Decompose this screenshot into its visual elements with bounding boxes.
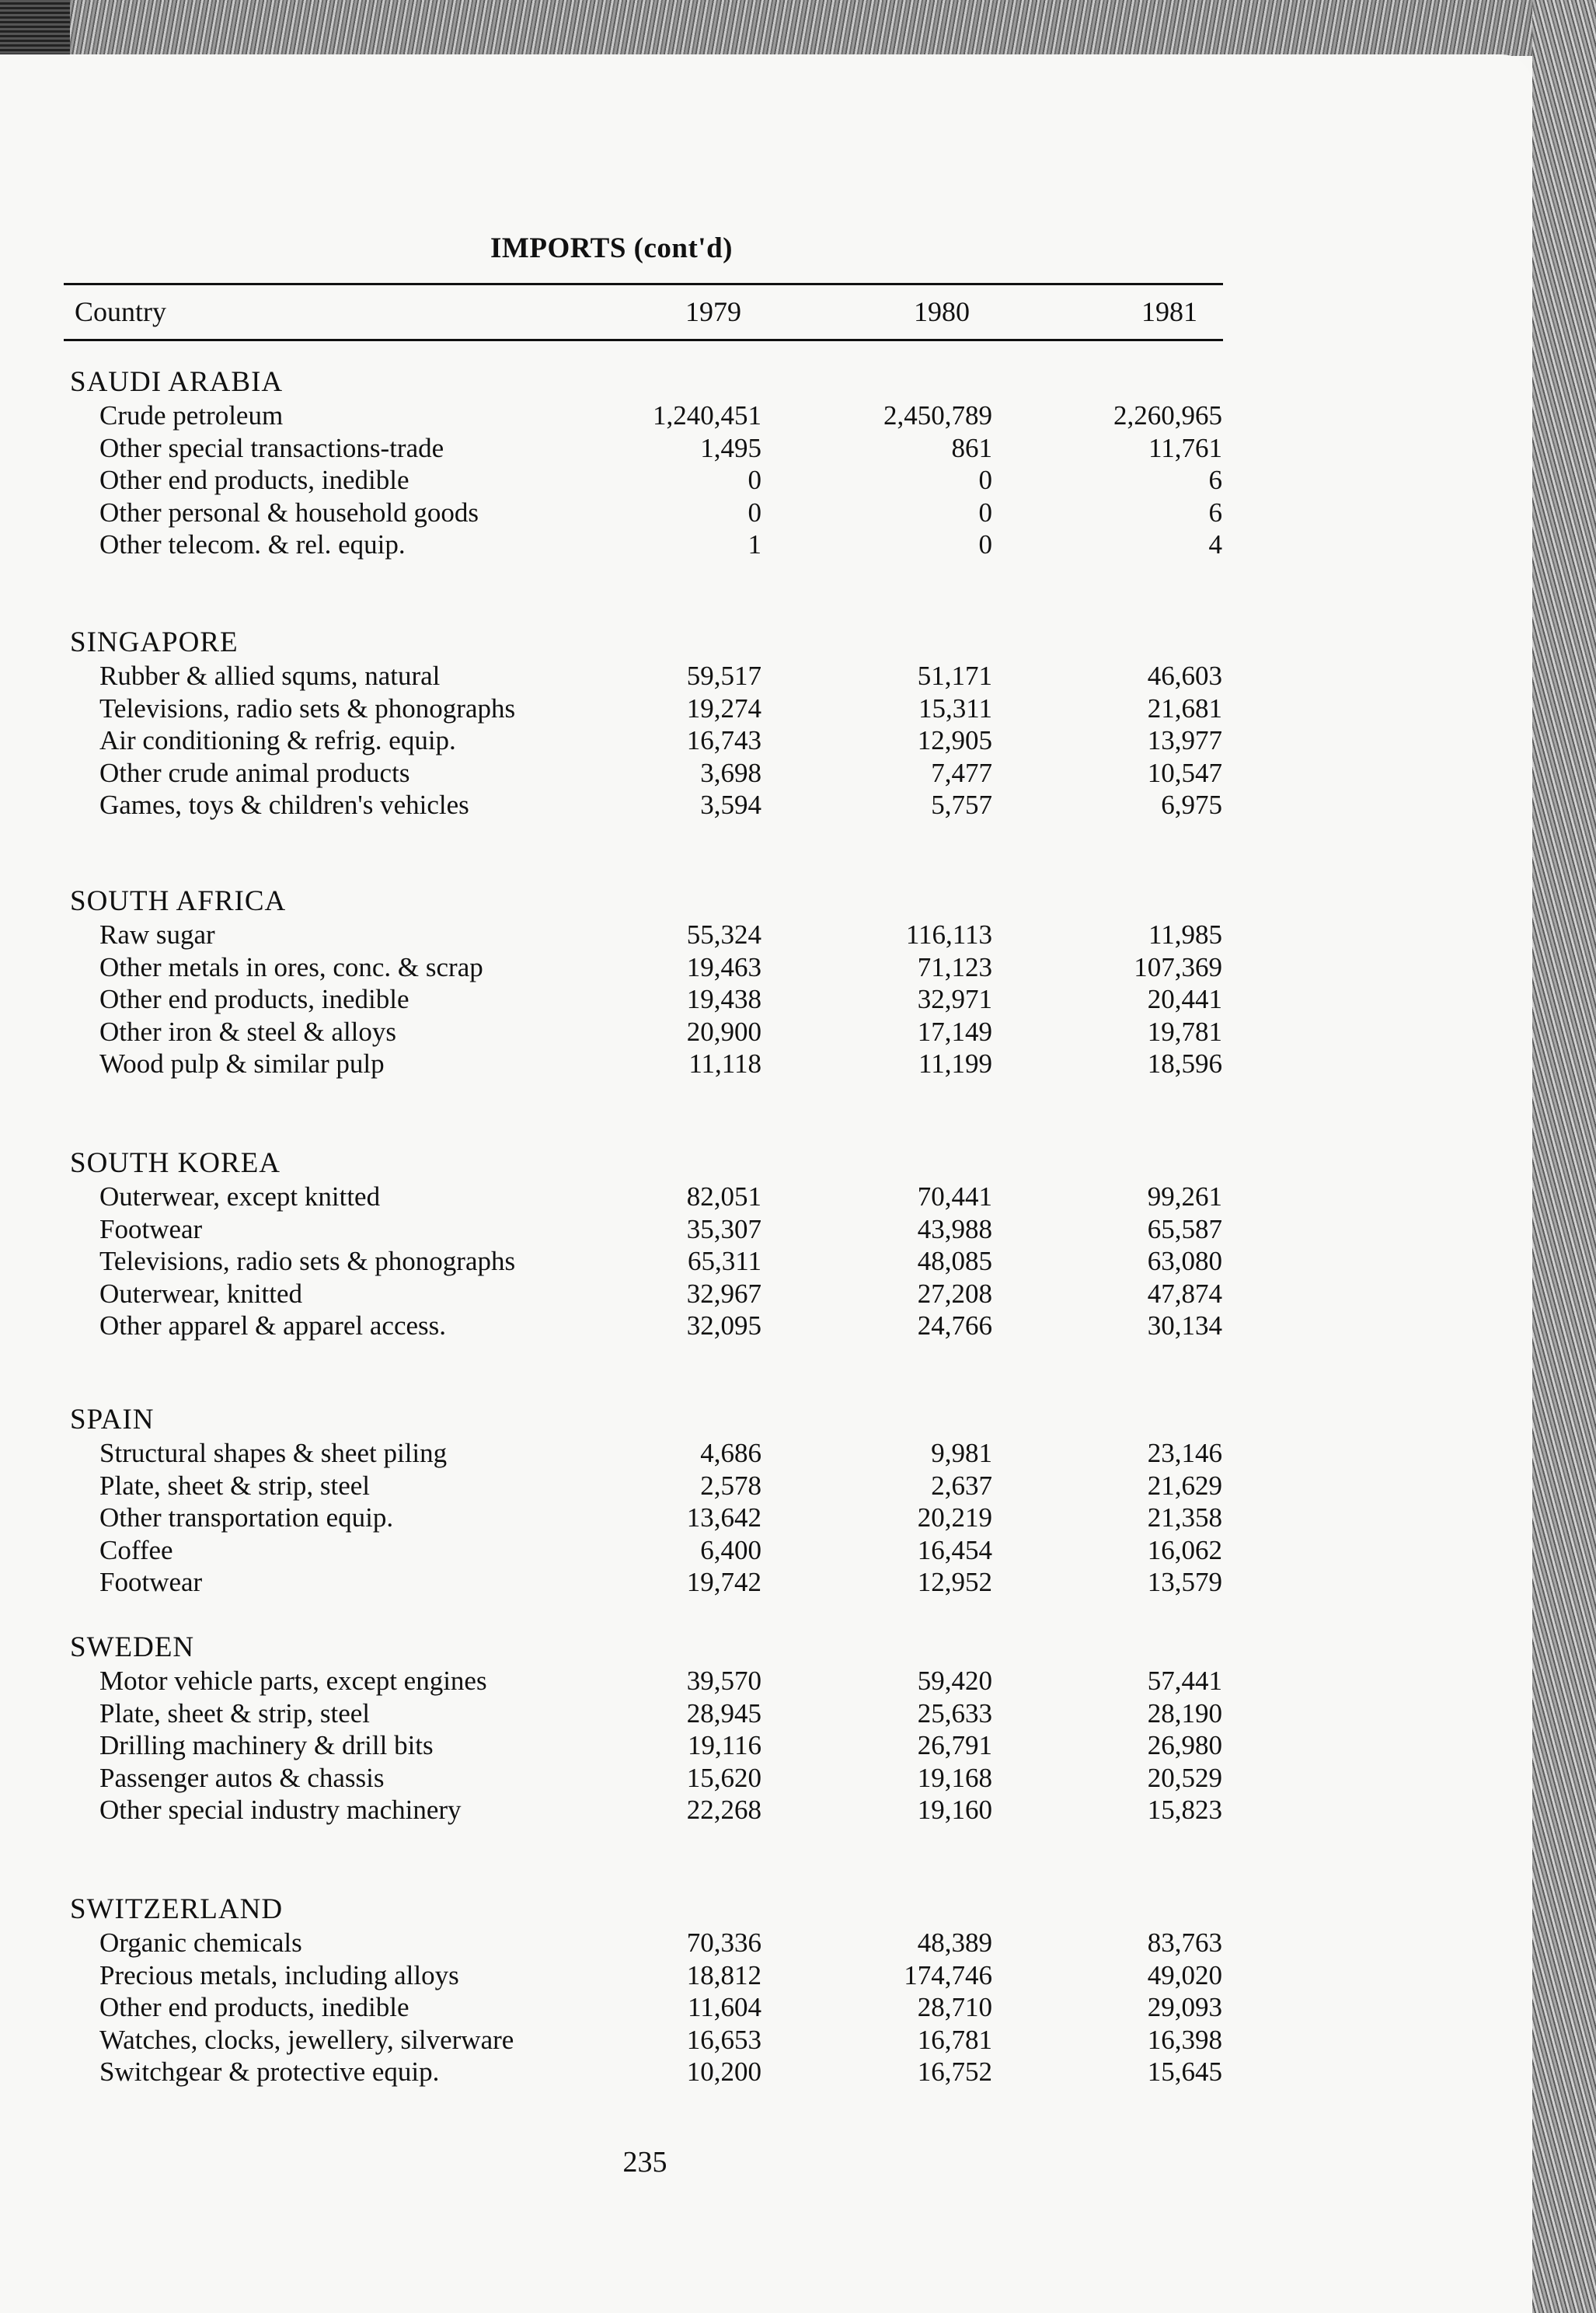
table-row bbox=[0, 1730, 1243, 1762]
value-1981: 6 bbox=[1208, 497, 1222, 528]
value-1979: 32,095 bbox=[686, 1310, 761, 1341]
value-1980: 7,477 bbox=[931, 757, 992, 788]
table-row bbox=[0, 1279, 1243, 1310]
value-1980: 51,171 bbox=[917, 661, 992, 691]
value-1981: 29,093 bbox=[1147, 1992, 1222, 2022]
value-1980: 16,454 bbox=[917, 1534, 992, 1565]
value-1979: 6,400 bbox=[700, 1534, 761, 1565]
value-1980: 116,113 bbox=[905, 919, 992, 950]
commodity-label: Watches, clocks, jewellery, silverware bbox=[99, 2024, 514, 2055]
value-1979: 10,200 bbox=[686, 2057, 761, 2087]
table-row bbox=[0, 1992, 1243, 2024]
value-1980: 20,219 bbox=[917, 1502, 992, 1533]
scan-border-corner bbox=[0, 0, 70, 56]
value-1981: 15,823 bbox=[1147, 1795, 1222, 1825]
table-row bbox=[0, 400, 1243, 432]
value-1979: 1 bbox=[747, 529, 761, 560]
table-row bbox=[0, 1214, 1243, 1246]
value-1981: 4 bbox=[1208, 529, 1222, 560]
value-1979: 0 bbox=[747, 497, 761, 528]
value-1980: 27,208 bbox=[917, 1278, 992, 1309]
value-1979: 19,438 bbox=[686, 984, 761, 1014]
value-1980: 15,311 bbox=[918, 693, 992, 724]
commodity-label: Games, toys & children's vehicles bbox=[99, 790, 469, 820]
commodity-label: Footwear bbox=[99, 1213, 203, 1244]
value-1981: 6 bbox=[1208, 465, 1222, 495]
value-1981: 13,977 bbox=[1147, 725, 1222, 755]
value-1979: 28,945 bbox=[686, 1697, 761, 1729]
commodity-label: Organic chemicals bbox=[99, 1928, 302, 1958]
table-row bbox=[0, 1535, 1243, 1567]
commodity-label: Plate, sheet & strip, steel bbox=[99, 1470, 370, 1501]
page-number: 235 bbox=[622, 2146, 667, 2179]
commodity-label: Televisions, radio sets & phonographs bbox=[99, 1246, 516, 1276]
commodity-label: Other end products, inedible bbox=[99, 984, 409, 1014]
value-1979: 19,463 bbox=[686, 951, 761, 982]
value-1980: 25,633 bbox=[917, 1697, 992, 1729]
table-row bbox=[0, 1017, 1243, 1048]
value-1981: 107,369 bbox=[1134, 951, 1222, 982]
value-1981: 11,761 bbox=[1148, 432, 1222, 463]
table-row bbox=[0, 1438, 1243, 1470]
commodity-label: Wood pulp & similar pulp bbox=[99, 1048, 385, 1079]
value-1979: 19,742 bbox=[686, 1567, 761, 1597]
commodity-label: Raw sugar bbox=[99, 919, 215, 950]
commodity-label: Air conditioning & refrig. equip. bbox=[99, 725, 456, 755]
country-name: SWITZERLAND bbox=[70, 1893, 284, 1925]
table-row bbox=[0, 433, 1243, 465]
commodity-label: Other apparel & apparel access. bbox=[99, 1310, 447, 1341]
value-1980: 12,952 bbox=[917, 1567, 992, 1597]
value-1980: 43,988 bbox=[917, 1213, 992, 1244]
value-1980: 0 bbox=[978, 529, 992, 560]
table-row bbox=[0, 1763, 1243, 1795]
value-1981: 16,398 bbox=[1147, 2024, 1222, 2055]
table-row bbox=[0, 1698, 1243, 1730]
commodity-label: Outerwear, except knitted bbox=[99, 1181, 381, 1212]
header-country: Country bbox=[75, 296, 167, 327]
country-name: SWEDEN bbox=[70, 1631, 195, 1663]
value-1979: 35,307 bbox=[686, 1213, 761, 1244]
value-1981: 46,603 bbox=[1147, 661, 1222, 691]
commodity-label: Passenger autos & chassis bbox=[99, 1762, 385, 1793]
value-1979: 13,642 bbox=[686, 1502, 761, 1533]
value-1979: 16,653 bbox=[686, 2024, 761, 2055]
value-1979: 1,495 bbox=[700, 432, 761, 463]
value-1979: 16,743 bbox=[686, 725, 761, 755]
country-name: SPAIN bbox=[70, 1404, 155, 1436]
value-1980: 0 bbox=[978, 497, 992, 528]
value-1979: 11,118 bbox=[688, 1048, 761, 1079]
value-1980: 5,757 bbox=[931, 790, 992, 820]
value-1981: 47,874 bbox=[1147, 1278, 1222, 1309]
table-row bbox=[0, 1795, 1243, 1826]
value-1979: 20,900 bbox=[686, 1016, 761, 1047]
value-1979: 59,517 bbox=[686, 661, 761, 691]
value-1980: 0 bbox=[978, 465, 992, 495]
table-row bbox=[0, 790, 1243, 822]
value-1981: 83,763 bbox=[1147, 1928, 1222, 1958]
table-row bbox=[0, 984, 1243, 1016]
value-1979: 15,620 bbox=[686, 1762, 761, 1793]
value-1981: 20,529 bbox=[1147, 1762, 1222, 1793]
table-row bbox=[0, 1181, 1243, 1213]
table-title: IMPORTS (cont'd) bbox=[490, 232, 733, 264]
value-1980: 861 bbox=[951, 432, 992, 463]
table-header-rule bbox=[64, 339, 1223, 341]
commodity-label: Other crude animal products bbox=[99, 757, 410, 788]
value-1981: 21,629 bbox=[1147, 1470, 1222, 1501]
value-1979: 3,698 bbox=[700, 757, 761, 788]
value-1981: 18,596 bbox=[1147, 1048, 1222, 1079]
country-name: SOUTH AFRICA bbox=[70, 885, 287, 917]
commodity-label: Other personal & household goods bbox=[99, 497, 479, 528]
value-1979: 32,967 bbox=[686, 1278, 761, 1309]
value-1981: 11,985 bbox=[1148, 919, 1222, 950]
table-row bbox=[0, 952, 1243, 984]
country-name: SINGAPORE bbox=[70, 626, 239, 658]
value-1981: 26,980 bbox=[1147, 1730, 1222, 1760]
value-1979: 82,051 bbox=[686, 1181, 761, 1212]
value-1979: 1,240,451 bbox=[653, 400, 761, 431]
value-1980: 2,637 bbox=[931, 1470, 992, 1501]
commodity-label: Drilling machinery & drill bits bbox=[99, 1730, 434, 1760]
value-1981: 16,062 bbox=[1147, 1534, 1222, 1565]
value-1980: 2,450,789 bbox=[883, 400, 992, 431]
value-1980: 48,085 bbox=[917, 1246, 992, 1276]
value-1980: 16,752 bbox=[917, 2057, 992, 2087]
commodity-label: Motor vehicle parts, except engines bbox=[99, 1666, 487, 1696]
value-1980: 32,971 bbox=[917, 984, 992, 1014]
commodity-label: Switchgear & protective equip. bbox=[99, 2057, 440, 2087]
value-1980: 11,199 bbox=[918, 1048, 992, 1079]
table-row bbox=[0, 1502, 1243, 1534]
commodity-label: Rubber & allied squms, natural bbox=[99, 661, 441, 691]
table-top-rule bbox=[64, 283, 1223, 285]
value-1981: 10,547 bbox=[1147, 757, 1222, 788]
country-name: SOUTH KOREA bbox=[70, 1147, 281, 1179]
value-1979: 65,311 bbox=[688, 1246, 761, 1276]
value-1981: 30,134 bbox=[1147, 1310, 1222, 1341]
value-1979: 4,686 bbox=[700, 1438, 761, 1468]
value-1980: 17,149 bbox=[917, 1016, 992, 1047]
value-1979: 0 bbox=[747, 465, 761, 495]
value-1981: 15,645 bbox=[1147, 2057, 1222, 2087]
value-1980: 71,123 bbox=[917, 951, 992, 982]
header-year-1980: 1980 bbox=[914, 296, 970, 327]
table-row bbox=[0, 1048, 1243, 1080]
value-1979: 70,336 bbox=[686, 1928, 761, 1958]
value-1980: 28,710 bbox=[917, 1992, 992, 2022]
commodity-label: Other iron & steel & alloys bbox=[99, 1016, 397, 1047]
table-row bbox=[0, 661, 1243, 693]
table-row bbox=[0, 1310, 1243, 1342]
table-row bbox=[0, 497, 1243, 529]
value-1980: 70,441 bbox=[917, 1181, 992, 1212]
commodity-label: Structural shapes & sheet piling bbox=[99, 1438, 448, 1468]
value-1981: 21,358 bbox=[1147, 1502, 1222, 1533]
commodity-label: Precious metals, including alloys bbox=[99, 1959, 459, 1990]
value-1979: 19,274 bbox=[686, 693, 761, 724]
value-1981: 23,146 bbox=[1147, 1438, 1222, 1468]
value-1980: 24,766 bbox=[917, 1310, 992, 1341]
commodity-label: Other special transactions-trade bbox=[99, 432, 444, 463]
commodity-label: Plate, sheet & strip, steel bbox=[99, 1697, 370, 1729]
table-row bbox=[0, 1246, 1243, 1278]
header-year-1981: 1981 bbox=[1141, 296, 1197, 327]
value-1979: 22,268 bbox=[686, 1795, 761, 1825]
value-1980: 26,791 bbox=[917, 1730, 992, 1760]
table-row bbox=[0, 725, 1243, 757]
value-1980: 9,981 bbox=[931, 1438, 992, 1468]
table-row bbox=[0, 758, 1243, 790]
value-1981: 6,975 bbox=[1161, 790, 1222, 820]
value-1979: 39,570 bbox=[686, 1666, 761, 1696]
table-row bbox=[0, 693, 1243, 725]
table-row bbox=[0, 2025, 1243, 2057]
scan-border-top bbox=[0, 0, 1596, 56]
value-1981: 19,781 bbox=[1147, 1016, 1222, 1047]
commodity-label: Other transportation equip. bbox=[99, 1502, 394, 1533]
header-year-1979: 1979 bbox=[685, 296, 741, 327]
value-1979: 3,594 bbox=[700, 790, 761, 820]
table-row bbox=[0, 1960, 1243, 1992]
table-row bbox=[0, 529, 1243, 561]
value-1981: 65,587 bbox=[1147, 1213, 1222, 1244]
value-1979: 19,116 bbox=[688, 1730, 761, 1760]
value-1981: 57,441 bbox=[1147, 1666, 1222, 1696]
table-row bbox=[0, 2057, 1243, 2088]
table-row bbox=[0, 1567, 1243, 1599]
value-1980: 48,389 bbox=[917, 1928, 992, 1958]
value-1981: 63,080 bbox=[1147, 1246, 1222, 1276]
table-row bbox=[0, 1928, 1243, 1959]
commodity-label: Other telecom. & rel. equip. bbox=[99, 529, 406, 560]
commodity-label: Coffee bbox=[99, 1534, 173, 1565]
table-row bbox=[0, 919, 1243, 951]
value-1981: 49,020 bbox=[1147, 1959, 1222, 1990]
table-row bbox=[0, 1470, 1243, 1502]
value-1980: 19,168 bbox=[917, 1762, 992, 1793]
value-1981: 20,441 bbox=[1147, 984, 1222, 1014]
value-1981: 28,190 bbox=[1147, 1697, 1222, 1729]
value-1979: 55,324 bbox=[686, 919, 761, 950]
commodity-label: Other end products, inedible bbox=[99, 465, 409, 495]
scan-border-right bbox=[1532, 0, 1596, 2313]
value-1981: 13,579 bbox=[1147, 1567, 1222, 1597]
table-row bbox=[0, 1666, 1243, 1697]
commodity-label: Other special industry machinery bbox=[99, 1795, 462, 1825]
value-1981: 21,681 bbox=[1147, 693, 1222, 724]
value-1980: 12,905 bbox=[917, 725, 992, 755]
value-1979: 18,812 bbox=[686, 1959, 761, 1990]
value-1980: 19,160 bbox=[917, 1795, 992, 1825]
value-1981: 99,261 bbox=[1147, 1181, 1222, 1212]
value-1980: 59,420 bbox=[917, 1666, 992, 1696]
commodity-label: Other end products, inedible bbox=[99, 1992, 409, 2022]
value-1980: 174,746 bbox=[904, 1959, 992, 1990]
commodity-label: Other metals in ores, conc. & scrap bbox=[99, 951, 483, 982]
value-1980: 16,781 bbox=[917, 2024, 992, 2055]
value-1981: 2,260,965 bbox=[1113, 400, 1222, 431]
table-row bbox=[0, 465, 1243, 497]
commodity-label: Outerwear, knitted bbox=[99, 1278, 302, 1309]
commodity-label: Crude petroleum bbox=[99, 400, 284, 431]
value-1979: 2,578 bbox=[700, 1470, 761, 1501]
country-name: SAUDI ARABIA bbox=[70, 366, 284, 398]
commodity-label: Footwear bbox=[99, 1567, 203, 1597]
commodity-label: Televisions, radio sets & phonographs bbox=[99, 693, 516, 724]
value-1979: 11,604 bbox=[688, 1992, 761, 2022]
